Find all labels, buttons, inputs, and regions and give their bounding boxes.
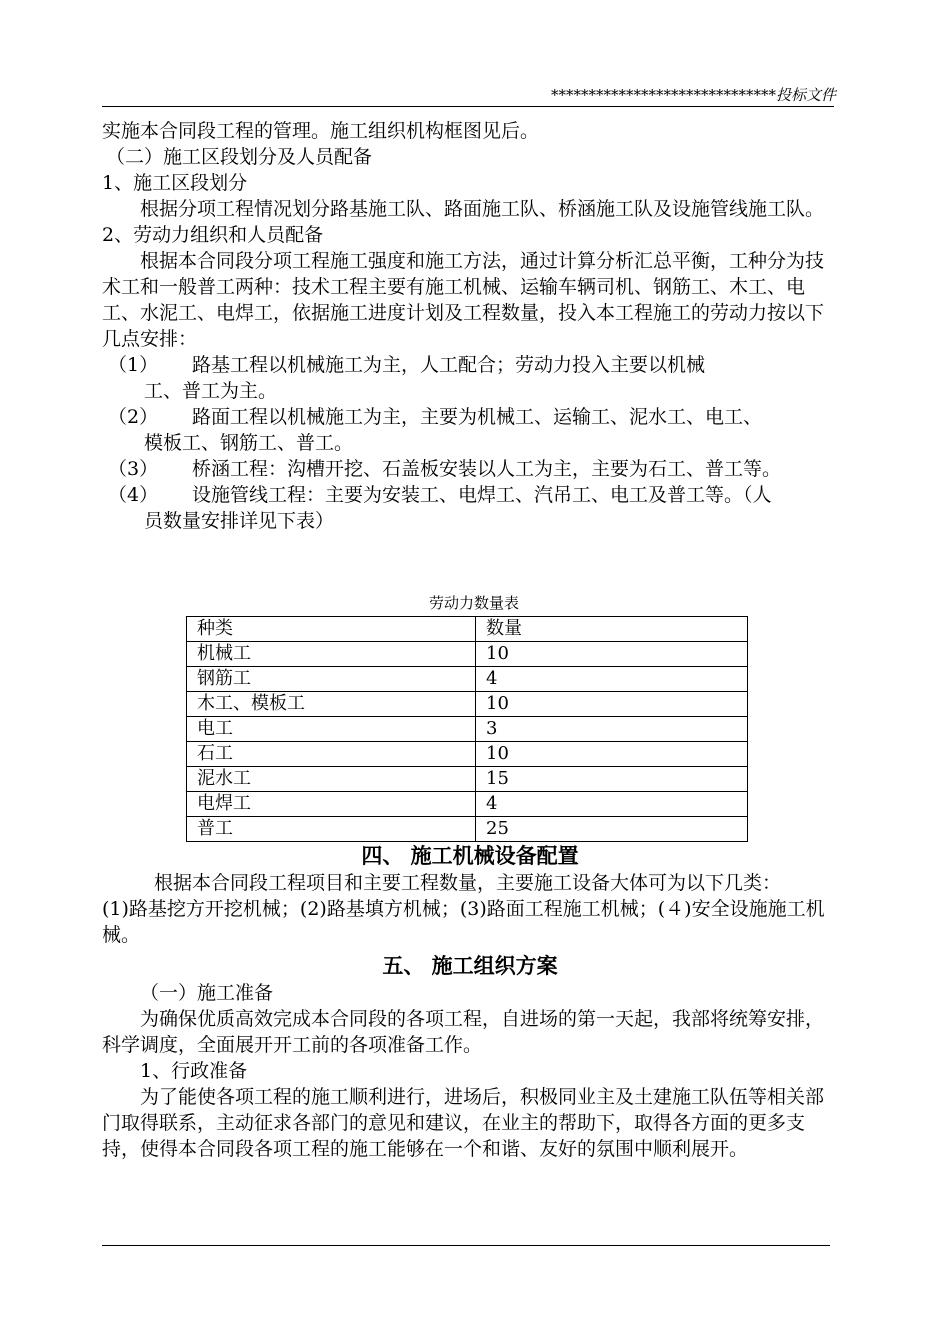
- paragraph: (1)路基挖方开挖机械；(2)路基填方机械；(3)路面工程施工机械；(４)安全设施施工机械。: [102, 898, 825, 946]
- paragraph: 为了能使各项工程的施工顺利进行，进场后，积极同业主及土建施工队伍等相关部门取得联系，主动征求各部门的意见和建议，在业主的帮助下，取得各方面的更多支持，使得本合同段各项工程的施工能够在一个和谐、友好的氛围中顺利展开。: [102, 1086, 825, 1160]
- list-item-number: （1）: [108, 354, 159, 376]
- table-row: [187, 817, 748, 842]
- table-cell: 电工: [187, 717, 476, 742]
- table-cell: 10: [476, 642, 748, 667]
- header-rule: [102, 106, 834, 107]
- paragraph: 为确保优质高效完成本合同段的各项工程，自进场的第一天起，我部将统筹安排，科学调度，全面展开开工前的各项准备工作。: [102, 1008, 825, 1056]
- table-header-cell: 种类: [187, 617, 476, 642]
- subheading: 1、行政准备: [140, 1060, 248, 1082]
- table-cell: 钢筋工: [187, 667, 476, 692]
- subheading: （一）施工准备: [140, 982, 274, 1004]
- table-cell: 电焊工: [187, 792, 476, 817]
- list-item-text: 路基工程以机械施工为主，人工配合；劳动力投入主要以机械 工、普工为主。: [144, 354, 706, 402]
- table-caption: 劳动力数量表: [428, 594, 519, 612]
- paragraph: 根据分项工程情况划分路基施工队、路面施工队、桥涵施工队及设施管线施工队。: [140, 198, 825, 220]
- list-item: [102, 352, 838, 404]
- list-item-text: 桥涵工程：沟槽开挖、石盖板安装以人工为主，主要为石工、普工等。: [192, 458, 782, 480]
- paragraph: 根据本合同段分项工程施工强度和施工方法，通过计算分析汇总平衡，工种分为技术工和一般普工两种：技术工程主要有施工机械、运输车辆司机、钢筋工、木工、电工、水泥工、电焊工，依据施工进度计划及工程数量，投入本工程施工的劳动力按以下几点安排：: [102, 250, 825, 350]
- list-item-number: （3）: [108, 458, 159, 480]
- section-title: 四、 施工机械设备配置: [361, 843, 579, 868]
- footer-rule: [102, 1245, 830, 1246]
- table-cell: 普工: [187, 817, 476, 842]
- subheading: 2、劳动力组织和人员配备: [102, 224, 324, 246]
- subheading: （二）施工区段划分及人员配备: [106, 146, 373, 168]
- subheading: 1、施工区段划分: [102, 172, 248, 194]
- table-cell: 泥水工: [187, 767, 476, 792]
- list-item: [102, 404, 838, 456]
- table-cell: 石工: [187, 742, 476, 767]
- labor-table: [186, 616, 748, 842]
- table-cell: 25: [476, 817, 748, 842]
- table-cell: 3: [476, 717, 748, 742]
- list-item-text: 设施管线工程：主要为安装工、电焊工、汽吊工、电工及普工等。（人 员数量安排详见下表）: [144, 484, 772, 532]
- table-header-cell: 数量: [476, 617, 748, 642]
- paragraph: 根据本合同段工程项目和主要工程数量，主要施工设备大体可为以下几类：: [154, 872, 782, 894]
- table-cell: 4: [476, 667, 748, 692]
- table-cell: 10: [476, 692, 748, 717]
- section-title: 五、 施工组织方案: [382, 953, 558, 978]
- table-row: [187, 692, 748, 717]
- paragraph: 实施本合同段工程的管理。施工组织机构框图见后。: [102, 120, 540, 142]
- table-cell: 4: [476, 792, 748, 817]
- list-item: [102, 482, 838, 534]
- document-body: [102, 118, 838, 1162]
- header-doc-label: ******************************投标文件: [550, 86, 836, 104]
- list-item: [102, 456, 838, 482]
- table-row: [187, 667, 748, 692]
- table-row: [187, 717, 748, 742]
- table-header-row: [187, 617, 748, 642]
- table-row: [187, 792, 748, 817]
- table-row: [187, 767, 748, 792]
- table-cell: 机械工: [187, 642, 476, 667]
- list-item-text: 路面工程以机械施工为主，主要为机械工、运输工、泥水工、电工、 模板工、钢筋工、普工。: [144, 406, 763, 454]
- list-item-number: （2）: [108, 406, 159, 428]
- table-row: [187, 642, 748, 667]
- list-item-number: （4）: [108, 484, 159, 506]
- table-row: [187, 742, 748, 767]
- table-cell: 木工、模板工: [187, 692, 476, 717]
- table-cell: 15: [476, 767, 748, 792]
- table-cell: 10: [476, 742, 748, 767]
- spacer: [102, 534, 838, 588]
